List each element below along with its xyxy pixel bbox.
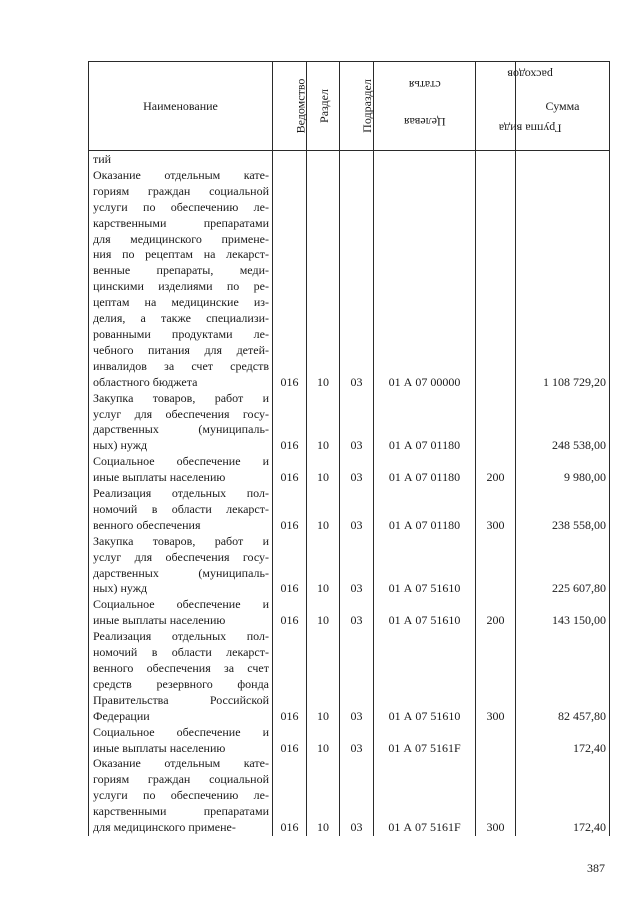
row-celevaya-statya <box>374 151 476 168</box>
table-row <box>89 597 610 629</box>
row-celevaya-statya: 01 А 07 51610 <box>374 629 476 724</box>
row-podrazdel: 03 <box>340 725 374 757</box>
row-name-line: номочий в области лекарст- <box>93 501 269 516</box>
row-name-line: венного обеспечения <box>93 517 201 532</box>
row-razdel: 10 <box>307 597 340 629</box>
row-celevaya-statya: 01 А 07 5161F <box>374 756 476 836</box>
header-podrazdel: Подраздел <box>340 62 374 151</box>
row-name-line: инвалидов за счет средств <box>93 358 269 373</box>
row-razdel: 10 <box>307 534 340 598</box>
table-row <box>89 725 610 757</box>
row-summa: 9 980,00 <box>516 454 610 486</box>
row-podrazdel: 03 <box>340 534 374 598</box>
row-celevaya-statya: 01 А 07 01180 <box>374 486 476 534</box>
page-number: 387 <box>587 861 605 875</box>
table-body <box>89 151 610 836</box>
row-name <box>89 756 273 836</box>
row-celevaya-statya: 01 А 07 5161F <box>374 725 476 757</box>
row-name-line: иные выплаты населению <box>93 613 226 628</box>
table-row <box>89 756 610 836</box>
row-name-line: цептам на медицинские из- <box>93 295 269 310</box>
row-razdel <box>307 151 340 168</box>
row-podrazdel: 03 <box>340 597 374 629</box>
row-vedomstvo: 016 <box>273 756 307 836</box>
row-razdel: 10 <box>307 454 340 486</box>
row-vedomstvo: 016 <box>273 486 307 534</box>
row-name-line: Федерации <box>93 708 150 723</box>
row-name <box>89 629 273 724</box>
row-name <box>89 725 273 757</box>
row-summa: 225 607,80 <box>516 534 610 598</box>
row-name-line: чебного питания для детей- <box>93 342 269 357</box>
row-name-line: Оказание отдельным кате- <box>93 756 269 771</box>
row-podrazdel: 03 <box>340 168 374 391</box>
row-gruppa <box>476 725 516 757</box>
row-name <box>89 168 273 391</box>
budget-table <box>88 61 610 836</box>
row-name-line: Социальное обеспечение и <box>93 597 269 612</box>
header-celevaya-statya: Целеваястатья <box>374 62 476 151</box>
row-gruppa: 300 <box>476 756 516 836</box>
row-name <box>89 597 273 629</box>
table-row <box>89 629 610 724</box>
row-name-line: услуг для обеспечения госу- <box>93 406 269 421</box>
row-name-line: Закупка товаров, работ и <box>93 533 269 548</box>
row-name <box>89 486 273 534</box>
row-podrazdel: 03 <box>340 629 374 724</box>
row-celevaya-statya: 01 А 07 00000 <box>374 168 476 391</box>
row-razdel: 10 <box>307 629 340 724</box>
row-name-line: дарственных (муниципаль- <box>93 565 269 580</box>
row-gruppa: 300 <box>476 486 516 534</box>
row-name-line: карственными препаратами <box>93 215 269 230</box>
row-podrazdel: 03 <box>340 391 374 455</box>
row-vedomstvo: 016 <box>273 168 307 391</box>
row-name <box>89 534 273 598</box>
row-name-line: рованными продуктами ле- <box>93 326 269 341</box>
row-name-line: иные выплаты населению <box>93 470 226 485</box>
row-gruppa: 200 <box>476 597 516 629</box>
row-gruppa: 200 <box>476 454 516 486</box>
row-name-line: ных) нужд <box>93 438 148 453</box>
row-vedomstvo: 016 <box>273 454 307 486</box>
row-name-line: Реализация отдельных пол- <box>93 486 269 501</box>
row-vedomstvo: 016 <box>273 725 307 757</box>
row-name-line: Правительства Российской <box>93 692 269 707</box>
header-razdel: Раздел <box>307 62 340 151</box>
row-name-line: гориям граждан социальной <box>93 183 269 198</box>
row-razdel: 10 <box>307 486 340 534</box>
row-summa: 143 150,00 <box>516 597 610 629</box>
table-row <box>89 168 610 391</box>
row-podrazdel: 03 <box>340 454 374 486</box>
row-gruppa <box>476 534 516 598</box>
row-vedomstvo: 016 <box>273 597 307 629</box>
row-name-line: венные препараты, меди- <box>93 263 269 278</box>
row-summa: 238 558,00 <box>516 486 610 534</box>
row-gruppa <box>476 151 516 168</box>
row-name-line: Закупка товаров, работ и <box>93 390 269 405</box>
row-gruppa <box>476 168 516 391</box>
row-name-line: делия, а также специализи- <box>93 311 269 326</box>
table-row <box>89 454 610 486</box>
row-vedomstvo: 016 <box>273 629 307 724</box>
row-name-line: областного бюджета <box>93 374 198 389</box>
row-name-line: средств резервного фонда <box>93 676 269 691</box>
row-celevaya-statya: 01 А 07 01180 <box>374 391 476 455</box>
row-name-line: тий <box>93 152 112 166</box>
row-celevaya-statya: 01 А 07 51610 <box>374 534 476 598</box>
row-name-line: венного обеспечения за счет <box>93 661 269 675</box>
row-summa: 172,40 <box>516 725 610 757</box>
row-summa: 248 538,00 <box>516 391 610 455</box>
row-gruppa: 300 <box>476 629 516 724</box>
table-header <box>89 62 610 151</box>
row-name-line: Реализация отдельных пол- <box>93 629 269 644</box>
row-gruppa <box>476 391 516 455</box>
row-name-line: ния по рецептам на лекарст- <box>93 247 269 262</box>
row-name-line: номочий в области лекарст- <box>93 645 269 660</box>
row-name-line: Социальное обеспечение и <box>93 724 269 739</box>
table-row <box>89 534 610 598</box>
header-gruppa-vida-rashodov: Группа видарасходов <box>476 62 516 151</box>
row-podrazdel <box>340 151 374 168</box>
row-razdel: 10 <box>307 756 340 836</box>
header-vedomstvo: Ведомство <box>273 62 307 151</box>
row-vedomstvo: 016 <box>273 391 307 455</box>
table-row <box>89 486 610 534</box>
row-vedomstvo <box>273 151 307 168</box>
row-podrazdel: 03 <box>340 486 374 534</box>
row-name <box>89 151 273 168</box>
row-razdel: 10 <box>307 168 340 391</box>
row-celevaya-statya: 01 А 07 51610 <box>374 597 476 629</box>
row-name-line: ных) нужд <box>93 581 148 596</box>
row-name-line: цинскими изделиями по ре- <box>93 279 269 294</box>
row-summa: 82 457,80 <box>516 629 610 724</box>
row-name-line: Социальное обеспечение и <box>93 454 269 469</box>
row-name-line: услуг для обеспечения госу- <box>93 549 269 564</box>
row-name <box>89 391 273 455</box>
row-name-line: услуги по обеспечению ле- <box>93 199 269 214</box>
row-name-line: карственными препаратами <box>93 804 269 819</box>
row-name-line: Оказание отдельным кате- <box>93 167 269 182</box>
row-name <box>89 454 273 486</box>
header-name: Наименование <box>89 62 273 151</box>
row-name-line: для медицинского примене- <box>93 231 269 246</box>
row-name-line: иные выплаты населению <box>93 740 226 755</box>
row-name-line: услуги по обеспечению ле- <box>93 788 269 803</box>
row-vedomstvo: 016 <box>273 534 307 598</box>
row-celevaya-statya: 01 А 07 01180 <box>374 454 476 486</box>
row-name-line: гориям граждан социальной <box>93 772 269 787</box>
row-razdel: 10 <box>307 391 340 455</box>
row-podrazdel: 03 <box>340 756 374 836</box>
table-row <box>89 391 610 455</box>
row-name-line: дарственных (муниципаль- <box>93 422 269 437</box>
row-name-line: для медицинского примене- <box>93 820 236 835</box>
row-razdel: 10 <box>307 725 340 757</box>
row-summa: 172,40 <box>516 756 610 836</box>
header-summa: Сумма <box>516 62 610 151</box>
row-summa: 1 108 729,20 <box>516 168 610 391</box>
